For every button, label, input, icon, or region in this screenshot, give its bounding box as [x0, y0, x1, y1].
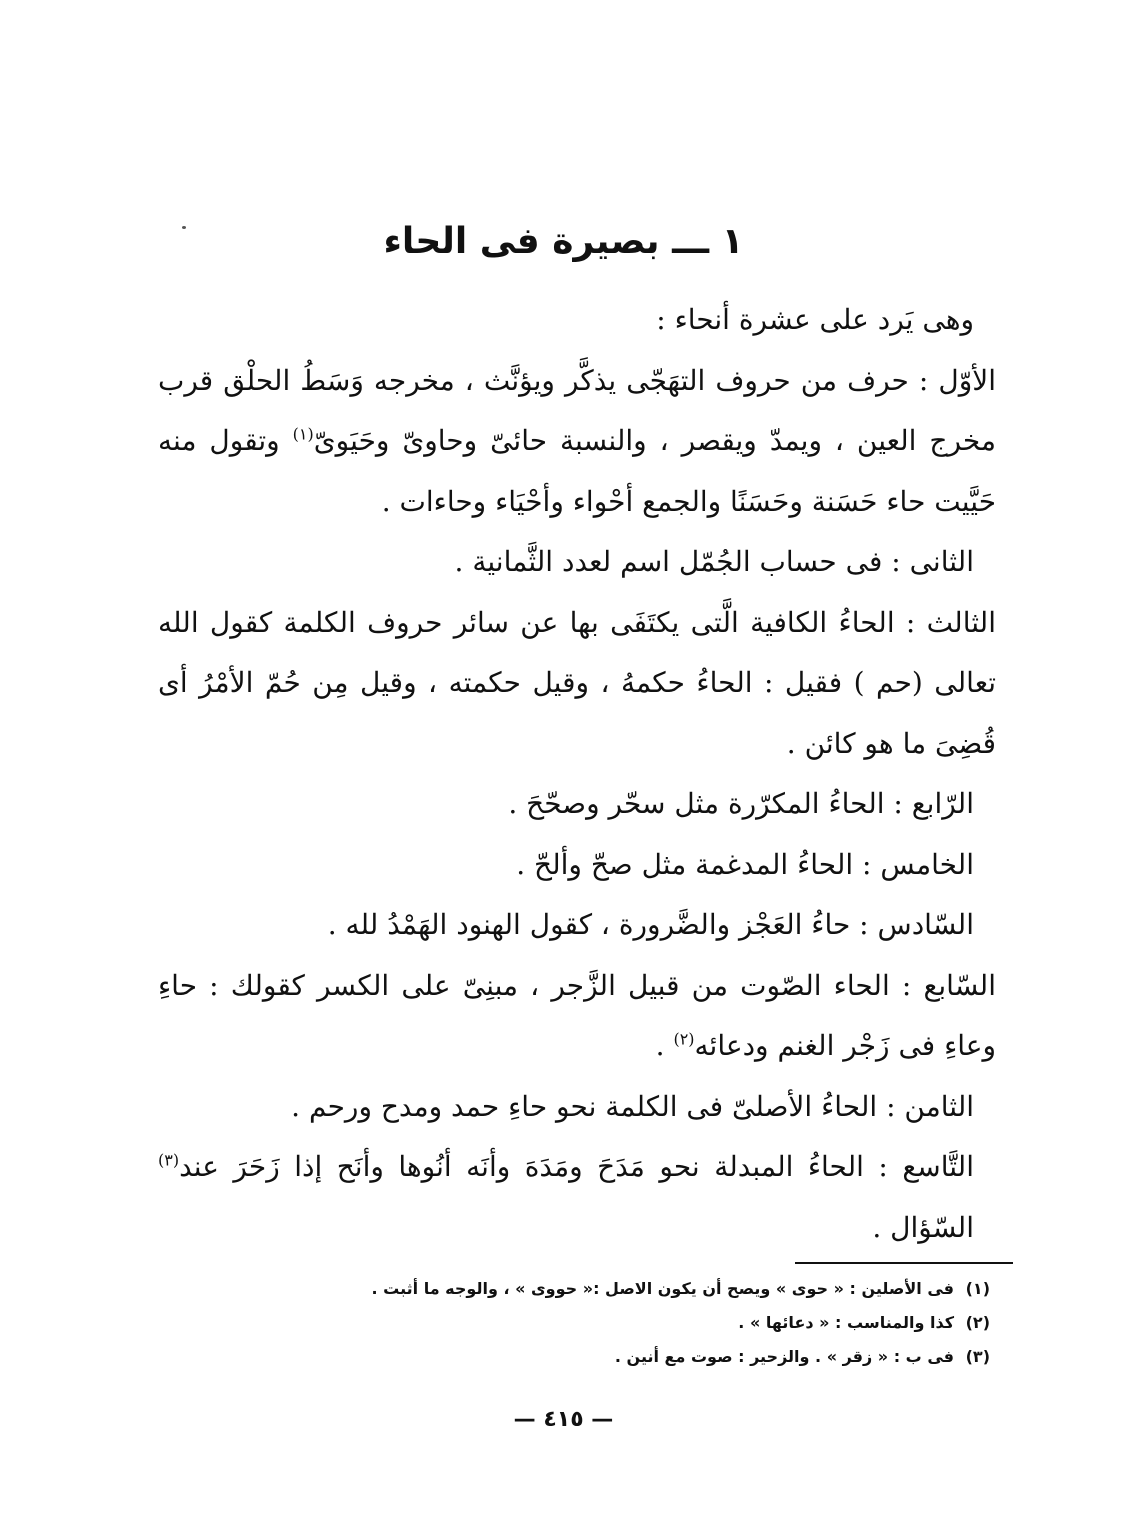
footnote-item	[158, 1340, 990, 1374]
footnote-number: (١)	[965, 1279, 990, 1298]
footnote-divider	[795, 1262, 1013, 1264]
paragraph-first-cont: وتقول منه حَيَّيت حاء حَسَنة وحَسَنًا والجمع أحْواء وأحْيَاء وحاءات .	[158, 424, 996, 518]
footnote-text: فى ب : « زقر » . والزحير : صوت مع أنين .	[614, 1347, 954, 1366]
footnote-ref-1: (١)	[292, 424, 314, 444]
paragraph-second: الثانى : فى حساب الجُمّل اسم لعدد الثَّمانية .	[454, 545, 974, 578]
paragraph-ninth-text: التَّاسع : الحاءُ المبدلة نحو مَدَحَ ومَدَهَ وأنَه أنُوها وأنَح إذا زَحَرَ عند	[179, 1150, 974, 1183]
paragraph-ninth-end: السّؤال .	[872, 1210, 974, 1244]
footnote-text: كذا والمناسب : « دعائها » .	[738, 1313, 954, 1332]
paragraph-eighth: الثامن : الحاءُ الأصلىّ فى الكلمة نحو حاءِ حمد ومدح ورحم .	[291, 1089, 974, 1123]
page-number: — ٤١٥ —	[513, 1407, 614, 1432]
paragraph-ninth	[158, 1137, 1014, 1258]
paragraph-first-text: الأوّل : حرف من حروف التهَجّى يذكَّر ويؤنَّث ، مخرجه وَسَطُ الحلْق قرب مخرج العين ، ويمدّ ويقصر ، والنسبة حائىّ وحاوىّ وحَيَوىّ	[158, 363, 996, 457]
paragraph-intro: وهى يَرد على عشرة أنحاء :	[656, 303, 974, 336]
paragraph-seventh-text: السّابع : الحاء الصّوت من قبيل الزَّجر ، مبنِىّ على الكسر كقولك : حاءِ وعاءِ فى زَجْر الغنم ودعائه	[158, 968, 996, 1062]
paragraph-fourth: الرّابع : الحاءُ المكرّرة مثل سحّر وصحّحَ .	[508, 787, 974, 820]
footnote-text: فى الأصلين : « حوى » ويصح أن يكون الاصل :« حووى » ، والوجه ما أثبت .	[371, 1279, 954, 1298]
footnote-ref-3: (٣)	[158, 1150, 180, 1170]
footnotes	[158, 1272, 990, 1374]
section-heading: ١ ـــ بصيرة فى الحاء	[383, 221, 744, 262]
paragraph-sixth: السّادس : حاءُ العَجْز والضَّرورة ، كقول الهنود الهَمْدُ لله .	[327, 908, 974, 941]
paragraph-fifth: الخامس : الحاءُ المدغمة مثل صحّ وألحّ .	[516, 847, 974, 881]
footnote-number: (٢)	[965, 1313, 990, 1332]
paragraph-third: الثالث : الحاءُ الكافية الَّتى يكتَفَى بها عن سائر حروف الكلمة كقول الله تعالى (حم ) فقيل : الحاءُ حكمهُ ، وقيل حكمته ، وقيل مِن حُمّ الأمْرُ أى قُضِىَ ما هو كائن .	[158, 605, 996, 760]
footnote-ref-2: (٢)	[673, 1029, 695, 1049]
body-text	[158, 290, 1014, 1258]
footnote-number: (٣)	[965, 1347, 990, 1366]
footnote-item	[158, 1306, 990, 1340]
paragraph-first	[158, 351, 1014, 533]
paragraph-seventh	[158, 956, 1014, 1077]
footnote-item	[158, 1272, 990, 1306]
paragraph-seventh-end: .	[655, 1029, 674, 1062]
